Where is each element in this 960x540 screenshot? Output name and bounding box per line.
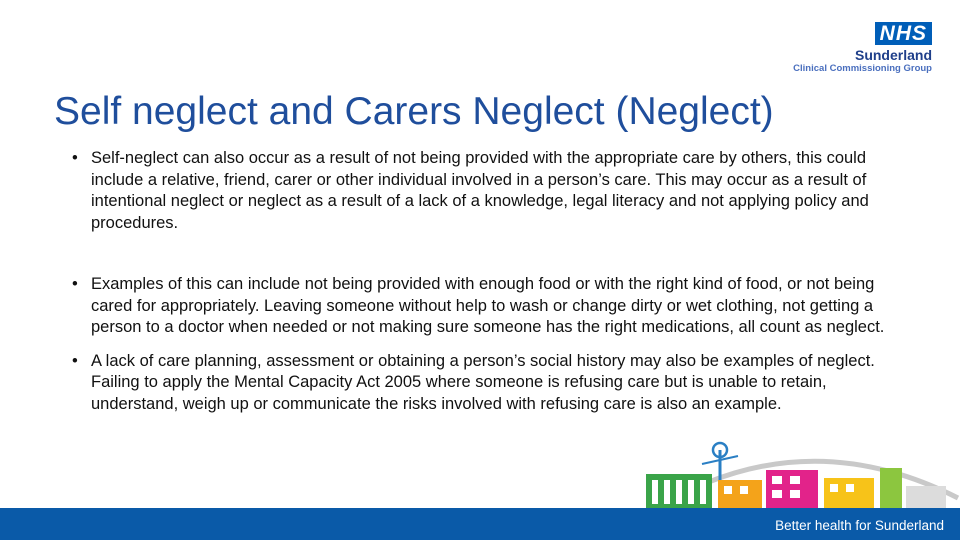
bullet-text: Examples of this can include not being provided with enough food or with the right kind of food, or not being cared for appropriately. Leaving someone without help to wash or change dirty or wet clothing, not getting a person to a doctor when needed or not making sure someone has the right medications, all count as neglect.	[91, 275, 885, 336]
bullet-marker: •	[72, 351, 78, 370]
nhs-logo-mark: NHS	[875, 22, 932, 45]
bullet-marker: •	[72, 275, 78, 293]
nhs-sunderland-logo	[772, 22, 932, 74]
logo-org-subtitle: Clinical Commissioning Group	[793, 63, 932, 74]
bullet-item	[72, 351, 902, 416]
bullet-text: Self-neglect can also occur as a result of not being provided with the appropriate care by others, this could include a relative, friend, carer or other individual involved in a person’s care. This may occur as a result of intentional neglect or neglect as a result of a lack of a knowledge, legal literacy and not applying policy and procedures.	[91, 149, 869, 232]
bullet-item	[72, 274, 902, 339]
logo-org-name: Sunderland	[854, 47, 932, 63]
footer-bar	[0, 508, 960, 540]
bullet-item	[72, 148, 902, 234]
bullet-list	[72, 148, 902, 415]
bullet-text: A lack of care planning, assessment or obtaining a person’s social history may also be examples of neglect. Failing to apply the Mental Capacity Act 2005 where someone is refusing care but is unable to retain, understand, weigh up or communicate the risks involved with refusing care is also an example.	[91, 351, 875, 413]
sunderland-skyline-illustration	[640, 428, 960, 512]
slide-title: Self neglect and Carers Neglect (Neglect)	[54, 90, 774, 133]
bullet-marker: •	[72, 149, 78, 167]
footer-tagline: Better health for Sunderland	[775, 518, 944, 533]
